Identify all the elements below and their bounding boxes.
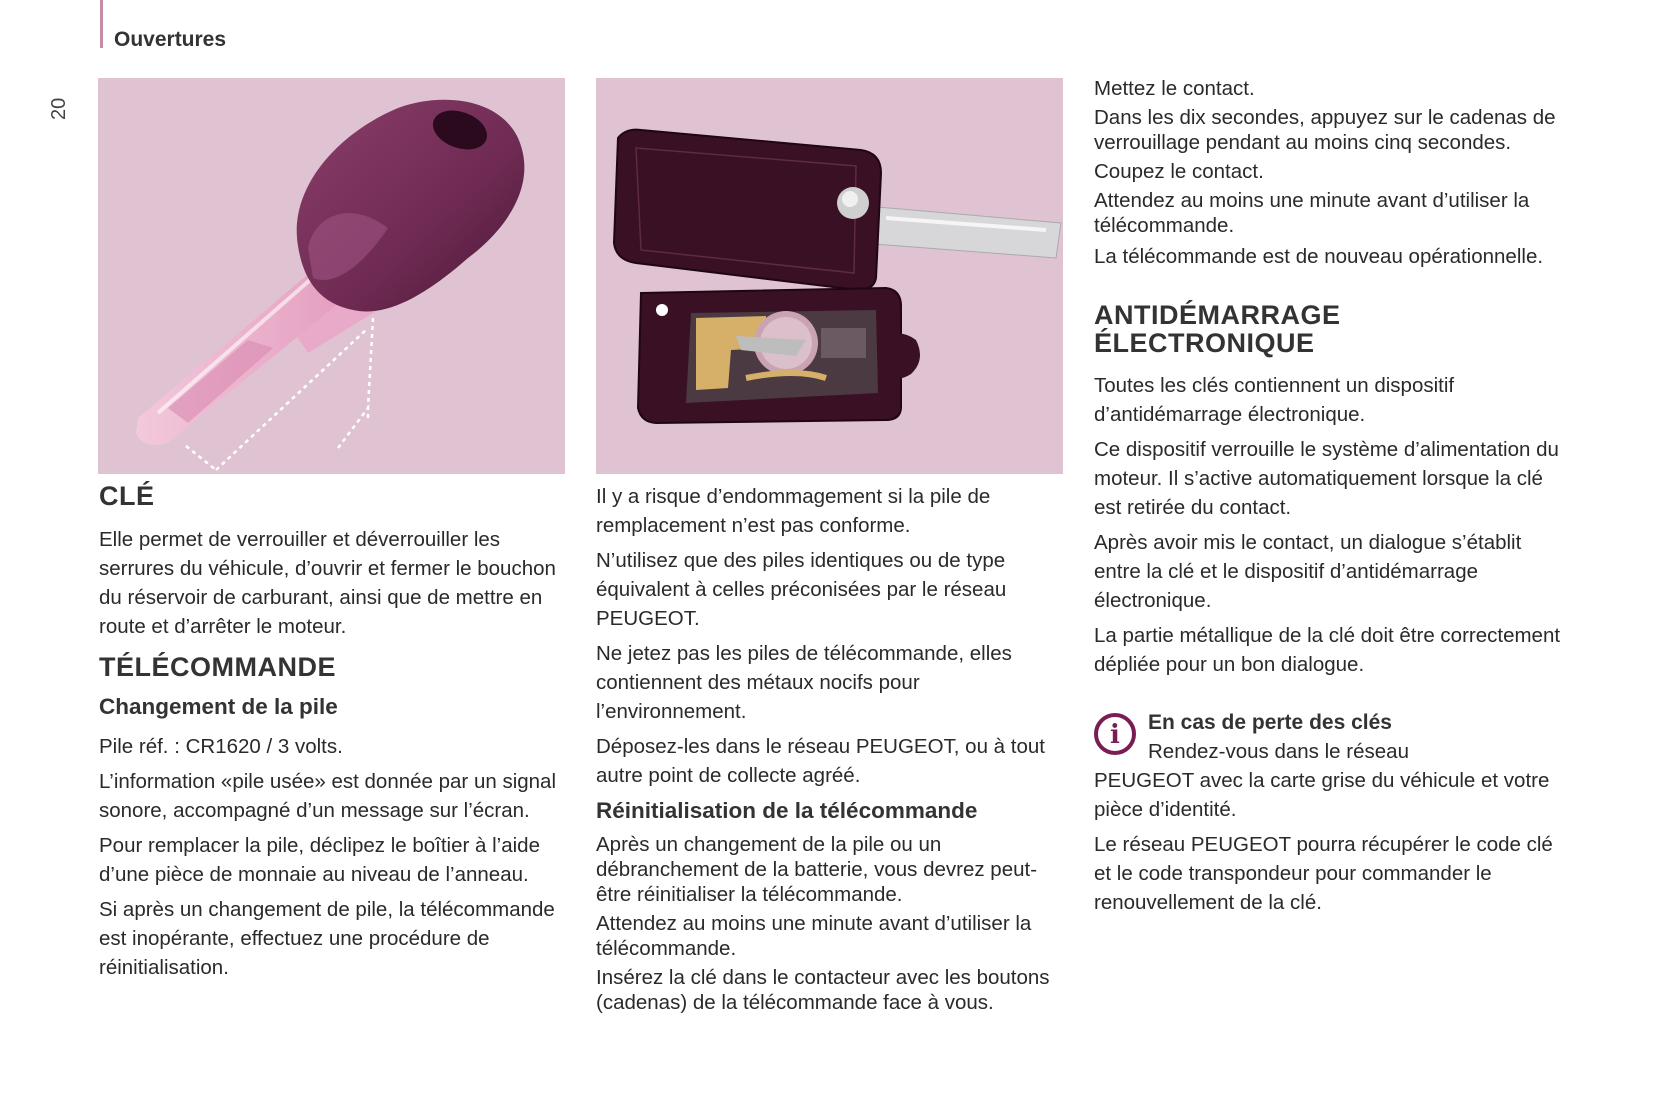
reinit-title: Réinitialisation de la télécommande: [596, 798, 978, 823]
partie-text: La partie métallique de la clé doit être correctement dépliée pour un bon dialogue.: [1094, 624, 1561, 676]
coupez-text: Coupez le contact.: [1094, 160, 1264, 183]
dialogue-text: Après avoir mis le contact, un dialogue s’établit entre la clé et le dispositif d’antidémarrage électronique.: [1094, 531, 1522, 612]
info-box: [1094, 709, 1564, 917]
deposez-text: Déposez-les dans le réseau PEUGEOT, ou à tout autre point de collecte agréé.: [596, 735, 1045, 787]
reinit-inserez: Insérez la clé dans le contacteur avec les boutons (cadenas) de la télécommande face à vous.: [596, 966, 1050, 1014]
column-middle: [596, 482, 1068, 1019]
dix-secondes-text: Dans les dix secondes, appuyez sur le cadenas de verrouillage pendant au moins cinq secondes.: [1094, 106, 1556, 154]
perte-line1: Rendez-vous dans le réseau: [1148, 740, 1409, 763]
operationnelle-text: La télécommande est de nouveau opérationnelle.: [1094, 245, 1544, 268]
perte-title: En cas de perte des clés: [1148, 711, 1392, 734]
toutes-cles-text: Toutes les clés contiennent un dispositif d’antidémarrage électronique.: [1094, 374, 1455, 426]
info-icon: i: [1094, 713, 1136, 755]
attendez-text: Attendez au moins une minute avant d’utiliser la télécommande.: [1094, 189, 1530, 237]
column-left: [99, 482, 569, 988]
remote-battery-illustration: [596, 78, 1063, 474]
pile-ref: Pile réf. : CR1620 / 3 volts.: [99, 735, 343, 758]
cle-text: Elle permet de verrouiller et déverrouiller les serrures du véhicule, d’ouvrir et fermer le bouchon du réservoir de carburant, ainsi que de mettre en route et d’arrêter le moteur.: [99, 528, 556, 638]
reinit-apres: Après un changement de la pile ou un débranchement de la batterie, vous devrez peut-être réinitialiser la télécommande.: [596, 833, 1038, 906]
antidemarrage-title-1: ANTIDÉMARRAGE: [1094, 300, 1341, 330]
page-number: 20: [48, 97, 70, 120]
pile-remplacer: Pour remplacer la pile, déclipez le boîtier à l’aide d’une pièce de monnaie au niveau de l’anneau.: [99, 834, 540, 886]
risque-text: Il y a risque d’endommagement si la pile de remplacement n’est pas conforme.: [596, 485, 991, 537]
mettez-text: Mettez le contact.: [1094, 77, 1255, 100]
antidemarrage-title-2: ÉLECTRONIQUE: [1094, 328, 1315, 358]
reinit-attendez: Attendez au moins une minute avant d’utiliser la télécommande.: [596, 912, 1032, 960]
dispositif-text: Ce dispositif verrouille le système d’alimentation du moteur. Il s’active automatiquement lorsque la clé est retirée du contact.: [1094, 438, 1559, 519]
key-illustration: [98, 78, 565, 474]
utilisez-text: N’utilisez que des piles identiques ou de type équivalent à celles préconisées par le réseau PEUGEOT.: [596, 549, 1007, 630]
pile-title: Changement de la pile: [99, 694, 338, 719]
section-name: Ouvertures: [114, 28, 227, 51]
cle-title: CLÉ: [99, 481, 155, 511]
jetez-text: Ne jetez pas les piles de télécommande, elles contiennent des métaux nocifs pour l’environnement.: [596, 642, 1012, 723]
header-accent-bar: [100, 0, 103, 48]
column-right: [1094, 74, 1564, 923]
perte-rest: PEUGEOT avec la carte grise du véhicule et votre pièce d’identité.: [1094, 769, 1550, 821]
telecommande-title: TÉLÉCOMMANDE: [99, 652, 336, 682]
pile-info: L’information «pile usée» est donnée par un signal sonore, accompagné d’un message sur l’écran.: [99, 770, 557, 822]
pile-apres: Si après un changement de pile, la télécommande est inopérante, effectuez une procédure de réinitialisation.: [99, 898, 555, 979]
recuperer-text: Le réseau PEUGEOT pourra récupérer le code clé et le code transpondeur pour commander le renouvellement de la clé.: [1094, 833, 1553, 914]
